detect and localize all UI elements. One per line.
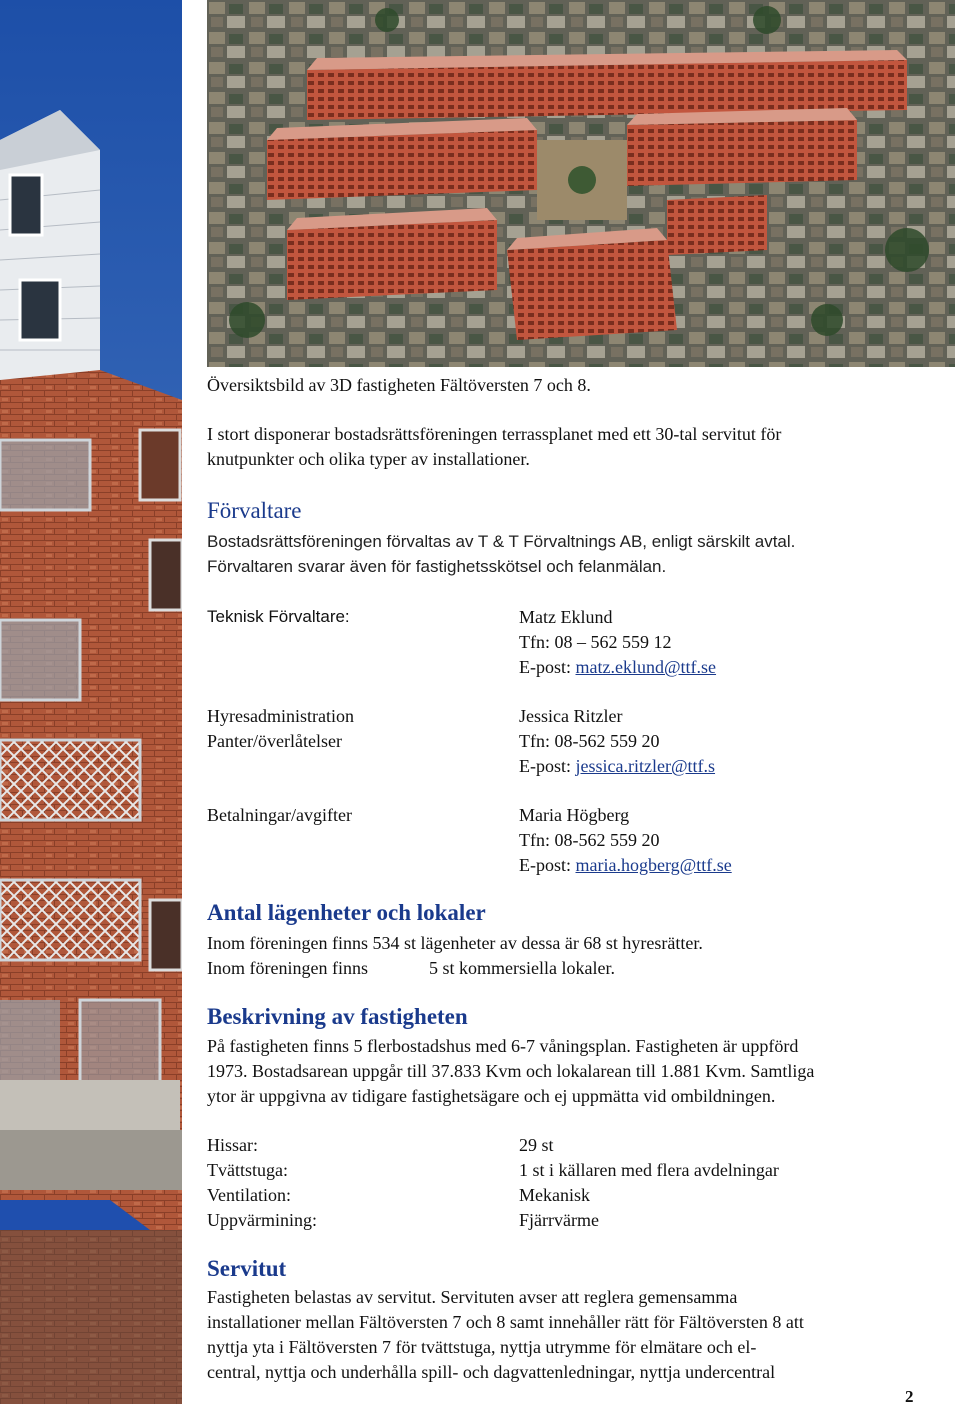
fact-label-ventilation: Ventilation:	[207, 1185, 291, 1205]
servitut-line-3: nyttja yta i Fältöversten 7 för tvättstuga, nyttja utrymme för elmätare och el-	[207, 1337, 757, 1357]
fact-label-uppvarmning: Uppvärmining:	[207, 1210, 317, 1230]
aerial-3d-property-photo	[207, 0, 955, 367]
servitut-line-1: Fastigheten belastas av servitut. Servituten avser att reglera gemensamma	[207, 1287, 738, 1307]
email-prefix: E-post:	[519, 855, 576, 875]
contact-label-teknisk: Teknisk Förvaltare:	[207, 607, 350, 626]
servitut-heading: Servitut	[207, 1256, 287, 1281]
antal-line-2b: 5 st kommersiella lokaler.	[429, 958, 615, 978]
page-number: 2	[905, 1387, 914, 1406]
intro-line-2: knutpunkter och olika typer av installationer.	[207, 449, 530, 469]
contact-label-betalningar: Betalningar/avgifter	[207, 805, 352, 825]
email-link-maria[interactable]: maria.hogberg@ttf.se	[575, 855, 732, 875]
building-facade-photo	[0, 0, 182, 1404]
antal-heading: Antal lägenheter och lokaler	[207, 900, 486, 925]
email-prefix: E-post:	[519, 756, 576, 776]
email-link-matz[interactable]: matz.eklund@ttf.se	[575, 657, 717, 677]
fact-value-ventilation: Mekanisk	[519, 1185, 590, 1205]
fact-value-tvattstuga: 1 st i källaren med flera avdelningar	[519, 1160, 779, 1180]
servitut-line-2: installationer mellan Fältöversten 7 och 8 samt innehåller rätt för Fältöversten 8 att	[207, 1312, 804, 1332]
forvaltare-line-2: Förvaltaren svarar även för fastighetsskötsel och felanmälan.	[207, 557, 667, 576]
intro-line-1: I stort disponerar bostadsrättsföreningen terrassplanet med ett 30-tal servitut för	[207, 424, 782, 444]
contact-phone-3: Tfn: 08-562 559 20	[519, 830, 660, 850]
forvaltare-line-1: Bostadsrättsföreningen förvaltas av T & T Förvaltnings AB, enligt särskilt avtal.	[207, 532, 796, 551]
contact-email-row-2	[519, 754, 715, 779]
contact-name-1: Matz Eklund	[519, 607, 613, 627]
beskrivning-line-2: 1973. Bostadsarean uppgår till 37.833 Kvm och lokalarean till 1.881 Kvm. Samtliga	[207, 1061, 815, 1081]
contact-phone-1: Tfn: 08 – 562 559 12	[519, 632, 672, 652]
antal-line-1: Inom föreningen finns 534 st lägenheter av dessa är 68 st hyresrätter.	[207, 933, 703, 953]
beskrivning-line-1: På fastigheten finns 5 flerbostadshus med 6-7 våningsplan. Fastigheten är uppförd	[207, 1036, 799, 1056]
contact-email-row-3	[519, 853, 732, 878]
email-link-jessica[interactable]: jessica.ritzler@ttf.s	[575, 756, 716, 776]
fact-value-hissar: 29 st	[519, 1135, 554, 1155]
beskrivning-heading: Beskrivning av fastigheten	[207, 1004, 468, 1029]
antal-line-2a: Inom föreningen finns	[207, 958, 368, 978]
contact-email-row-1	[519, 655, 716, 680]
fact-label-hissar: Hissar:	[207, 1135, 258, 1155]
contact-label-panter: Panter/överlåtelser	[207, 731, 342, 751]
contact-name-3: Maria Högberg	[519, 805, 630, 825]
contact-label-hyresadmin: Hyresadministration	[207, 706, 354, 726]
photo-caption: Översiktsbild av 3D fastigheten Fältöversten 7 och 8.	[207, 375, 591, 395]
servitut-line-4: central, nyttja och underhålla spill- och dagvattenledningar, nyttja undercentral	[207, 1362, 776, 1382]
email-prefix: E-post:	[519, 657, 576, 677]
contact-phone-2: Tfn: 08-562 559 20	[519, 731, 660, 751]
fact-label-tvattstuga: Tvättstuga:	[207, 1160, 288, 1180]
fact-value-uppvarmning: Fjärrvärme	[519, 1210, 599, 1230]
beskrivning-line-3: ytor är uppgivna av tidigare fastighetsägare och ej uppmätta vid ombildningen.	[207, 1086, 776, 1106]
contact-name-2: Jessica Ritzler	[519, 706, 623, 726]
forvaltare-heading: Förvaltare	[207, 498, 302, 523]
